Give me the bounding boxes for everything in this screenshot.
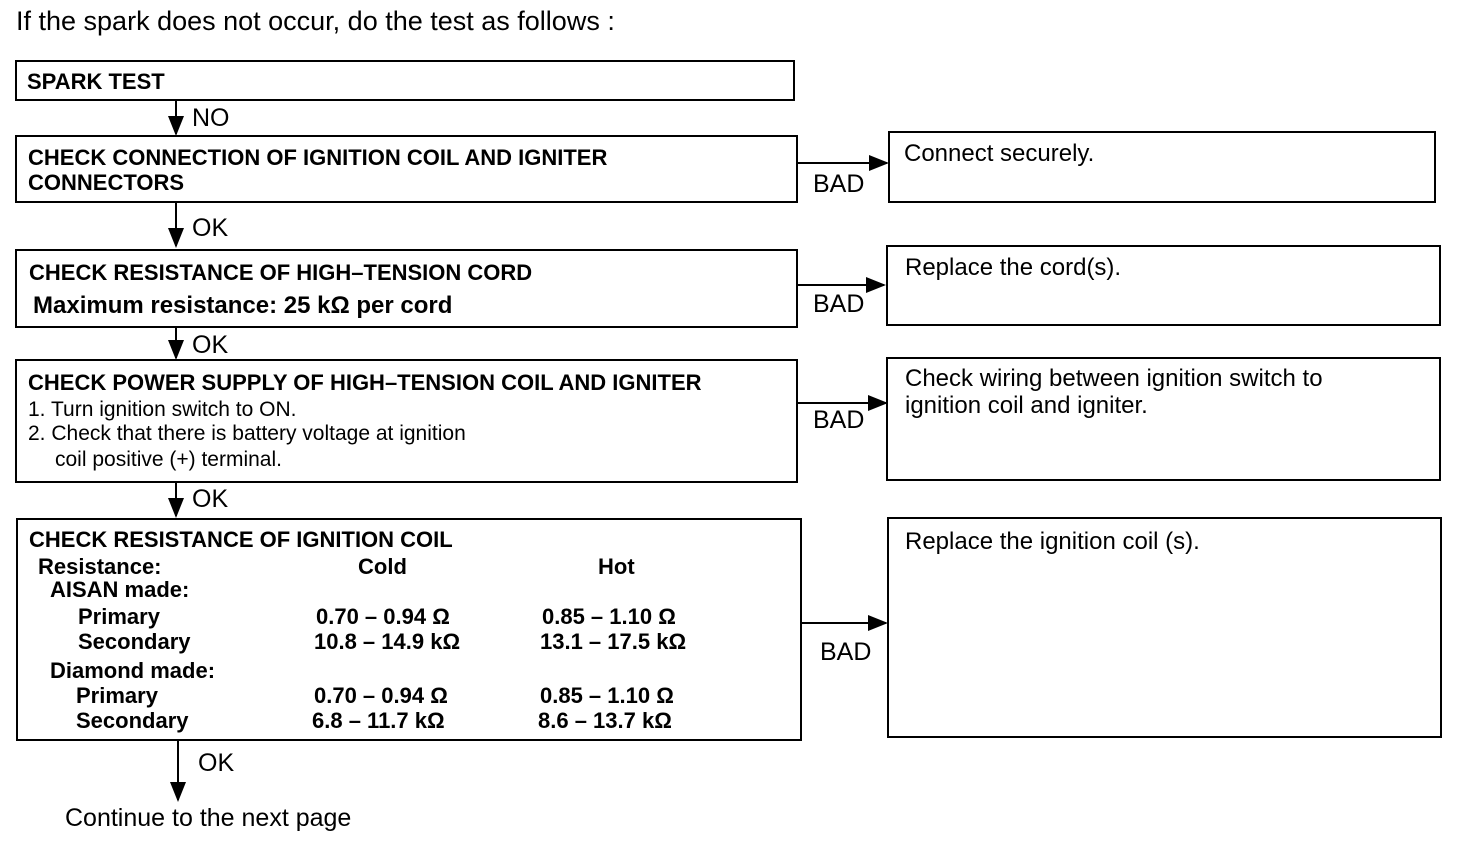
step-check-connection xyxy=(15,135,798,203)
step-title: CHECK POWER SUPPLY OF HIGH–TENSION COIL AND IGNITER xyxy=(28,370,702,395)
label-ok-1: OK xyxy=(192,214,229,242)
row-label: Secondary xyxy=(78,629,191,654)
label-bad-2: BAD xyxy=(813,290,865,318)
step-detail-1: 1. Turn ignition switch to ON. xyxy=(28,398,297,421)
row-cold: 0.70 – 0.94 Ω xyxy=(316,604,450,629)
action-replace-cord xyxy=(886,245,1441,326)
footer-continue: Continue to the next page xyxy=(65,804,352,832)
step-spark-test xyxy=(15,60,795,101)
label-ok-3: OK xyxy=(192,485,229,513)
step-title-line2: CONNECTORS xyxy=(28,170,185,195)
step-detail-3: coil positive (+) terminal. xyxy=(55,448,282,471)
label-bad-3: BAD xyxy=(813,406,865,434)
row-cold: 0.70 – 0.94 Ω xyxy=(314,683,448,708)
row-cold: 10.8 – 14.9 kΩ xyxy=(314,629,461,654)
action-text: Replace the cord(s). xyxy=(905,254,1122,281)
step-check-cord xyxy=(15,249,798,328)
col-hot: Hot xyxy=(598,554,635,579)
group-aisan: AISAN made: xyxy=(50,577,190,602)
row-hot: 0.85 – 1.10 Ω xyxy=(542,604,676,629)
row-cold: 6.8 – 11.7 kΩ xyxy=(312,708,445,733)
row-hot: 13.1 – 17.5 kΩ xyxy=(540,629,687,654)
row-hot: 8.6 – 13.7 kΩ xyxy=(538,708,672,733)
row-hot: 0.85 – 1.10 Ω xyxy=(540,683,674,708)
row-label: Primary xyxy=(78,604,160,629)
action-connect xyxy=(888,131,1436,203)
label-ok-4: OK xyxy=(198,749,235,777)
action-replace-coil xyxy=(887,517,1442,738)
action-check-wiring xyxy=(886,357,1441,481)
label-bad-1: BAD xyxy=(813,170,865,198)
label-bad-4: BAD xyxy=(820,638,872,666)
action-text-line1: Check wiring between ignition switch to xyxy=(905,365,1323,392)
step-title-line1: CHECK CONNECTION OF IGNITION COIL AND IGNITER xyxy=(28,145,608,170)
label-ok-2: OK xyxy=(192,331,229,359)
action-text: Replace the ignition coil (s). xyxy=(905,528,1200,555)
action-text: Connect securely. xyxy=(904,140,1095,167)
row-label: Secondary xyxy=(76,708,189,733)
label-no: NO xyxy=(192,104,230,132)
step-title: CHECK RESISTANCE OF IGNITION COIL xyxy=(29,527,453,552)
action-text-line2: ignition coil and igniter. xyxy=(905,392,1148,419)
col-cold: Cold xyxy=(358,554,407,579)
row-label: Primary xyxy=(76,683,158,708)
step-detail-2: 2. Check that there is battery voltage at ignition xyxy=(28,422,466,445)
step-detail: Maximum resistance: 25 kΩ per cord xyxy=(33,292,453,319)
resistance-label: Resistance: xyxy=(38,554,162,579)
group-diamond: Diamond made: xyxy=(50,658,216,683)
step-title: SPARK TEST xyxy=(27,69,165,94)
step-title: CHECK RESISTANCE OF HIGH–TENSION CORD xyxy=(29,260,533,285)
step-check-power-supply xyxy=(15,359,798,483)
intro-text: If the spark does not occur, do the test as follows : xyxy=(16,6,615,36)
step-check-ignition-coil xyxy=(16,518,802,741)
